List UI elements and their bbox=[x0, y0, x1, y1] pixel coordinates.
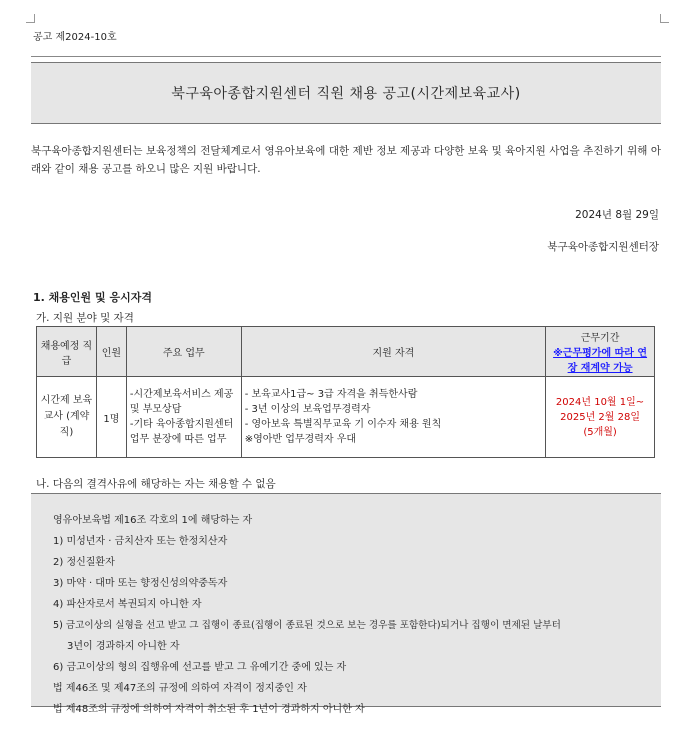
list-item: 5) 금고이상의 실형을 선고 받고 그 집행이 종료(집행이 종료된 것으로 보는 경우를 포함한다)되거나 집행이 면제된 날부터 bbox=[53, 620, 561, 631]
document-title: 북구육아종합지원센터 직원 채용 공고(시간제보육교사) bbox=[171, 86, 521, 102]
recruitment-table bbox=[36, 326, 655, 458]
header-position: 채용예정 직급 bbox=[37, 327, 97, 377]
list-item: 4) 파산자로서 복권되지 아니한 자 bbox=[53, 599, 202, 610]
disqualification-list bbox=[53, 510, 653, 720]
header-qualifications: 지원 자격 bbox=[241, 327, 545, 377]
header-period: 근무기간 ※근무평가에 따라 연장 재계약 가능 bbox=[546, 327, 655, 377]
issuer-name: 북구육아종합지원센터장 bbox=[547, 241, 659, 253]
top-divider bbox=[31, 56, 661, 57]
cell-position: 시간제 보육교사 (계약직) bbox=[37, 377, 97, 458]
notice-number: 공고 제2024-10호 bbox=[33, 32, 117, 43]
list-item: 6) 금고이상의 형의 집행유예 선고를 받고 그 유예기간 중에 있는 자 bbox=[53, 662, 347, 673]
section1-heading: 1. 채용인원 및 응시자격 bbox=[33, 291, 152, 304]
header-count: 인원 bbox=[96, 327, 126, 377]
cell-qualifications: - 보육교사1급~ 3급 자격을 취득한사람 - 3년 이상의 보육업무경력자 - 영아보육 특별직무교육 기 이수자 채용 원칙 ※영아반 업무경력자 우대 bbox=[241, 377, 545, 458]
list-item: 3년이 경과하지 아니한 자 bbox=[67, 641, 180, 652]
page-corner-mark-left bbox=[26, 14, 35, 23]
list-item: 3) 마약 · 대마 또는 향정신성의약중독자 bbox=[53, 578, 228, 589]
list-item: 2) 정신질환자 bbox=[53, 557, 115, 568]
cell-count: 1명 bbox=[96, 377, 126, 458]
table-header-row bbox=[37, 327, 655, 377]
section2-subheading: 나. 다음의 결격사유에 해당하는 자는 채용할 수 없음 bbox=[36, 478, 276, 490]
title-banner bbox=[31, 62, 661, 124]
cell-duties: -시간제보육서비스 제공 및 부모상담 -기타 육아종합지원센터 업무 분장에 따른 업무 bbox=[126, 377, 241, 458]
list-item: 법 제48조의 규정에 의하여 자격이 취소된 후 1년이 경과하지 아니한 자 bbox=[53, 704, 365, 715]
header-duties: 주요 업무 bbox=[126, 327, 241, 377]
list-item: 법 제46조 및 제47조의 규정에 의하여 자격이 정지중인 자 bbox=[53, 683, 307, 694]
section1-subheading: 가. 지원 분야 및 자격 bbox=[36, 312, 134, 324]
page-corner-mark-right bbox=[660, 14, 669, 23]
list-item: 1) 미성년자 · 금치산자 또는 한정치산자 bbox=[53, 536, 228, 547]
intro-paragraph: 북구육아종합지원센터는 보육정책의 전달체계로서 영유아보육에 대한 제반 정보 제공과 다양한 보육 및 육아지원 사업을 추진하기 위해 아래와 같이 채용 공고를 하오니 많은 지원 바랍니다. bbox=[31, 145, 661, 175]
cell-period: 2024년 10월 1일~ 2025년 2월 28일 (5개월) bbox=[546, 377, 655, 458]
notice-date: 2024년 8월 29일 bbox=[575, 209, 659, 221]
list-item: 영유아보육법 제16조 각호의 1에 해당하는 자 bbox=[53, 515, 253, 526]
period-note: ※근무평가에 따라 연장 재계약 가능 bbox=[553, 348, 648, 374]
disqualification-box bbox=[31, 493, 661, 715]
table-row bbox=[37, 377, 655, 458]
